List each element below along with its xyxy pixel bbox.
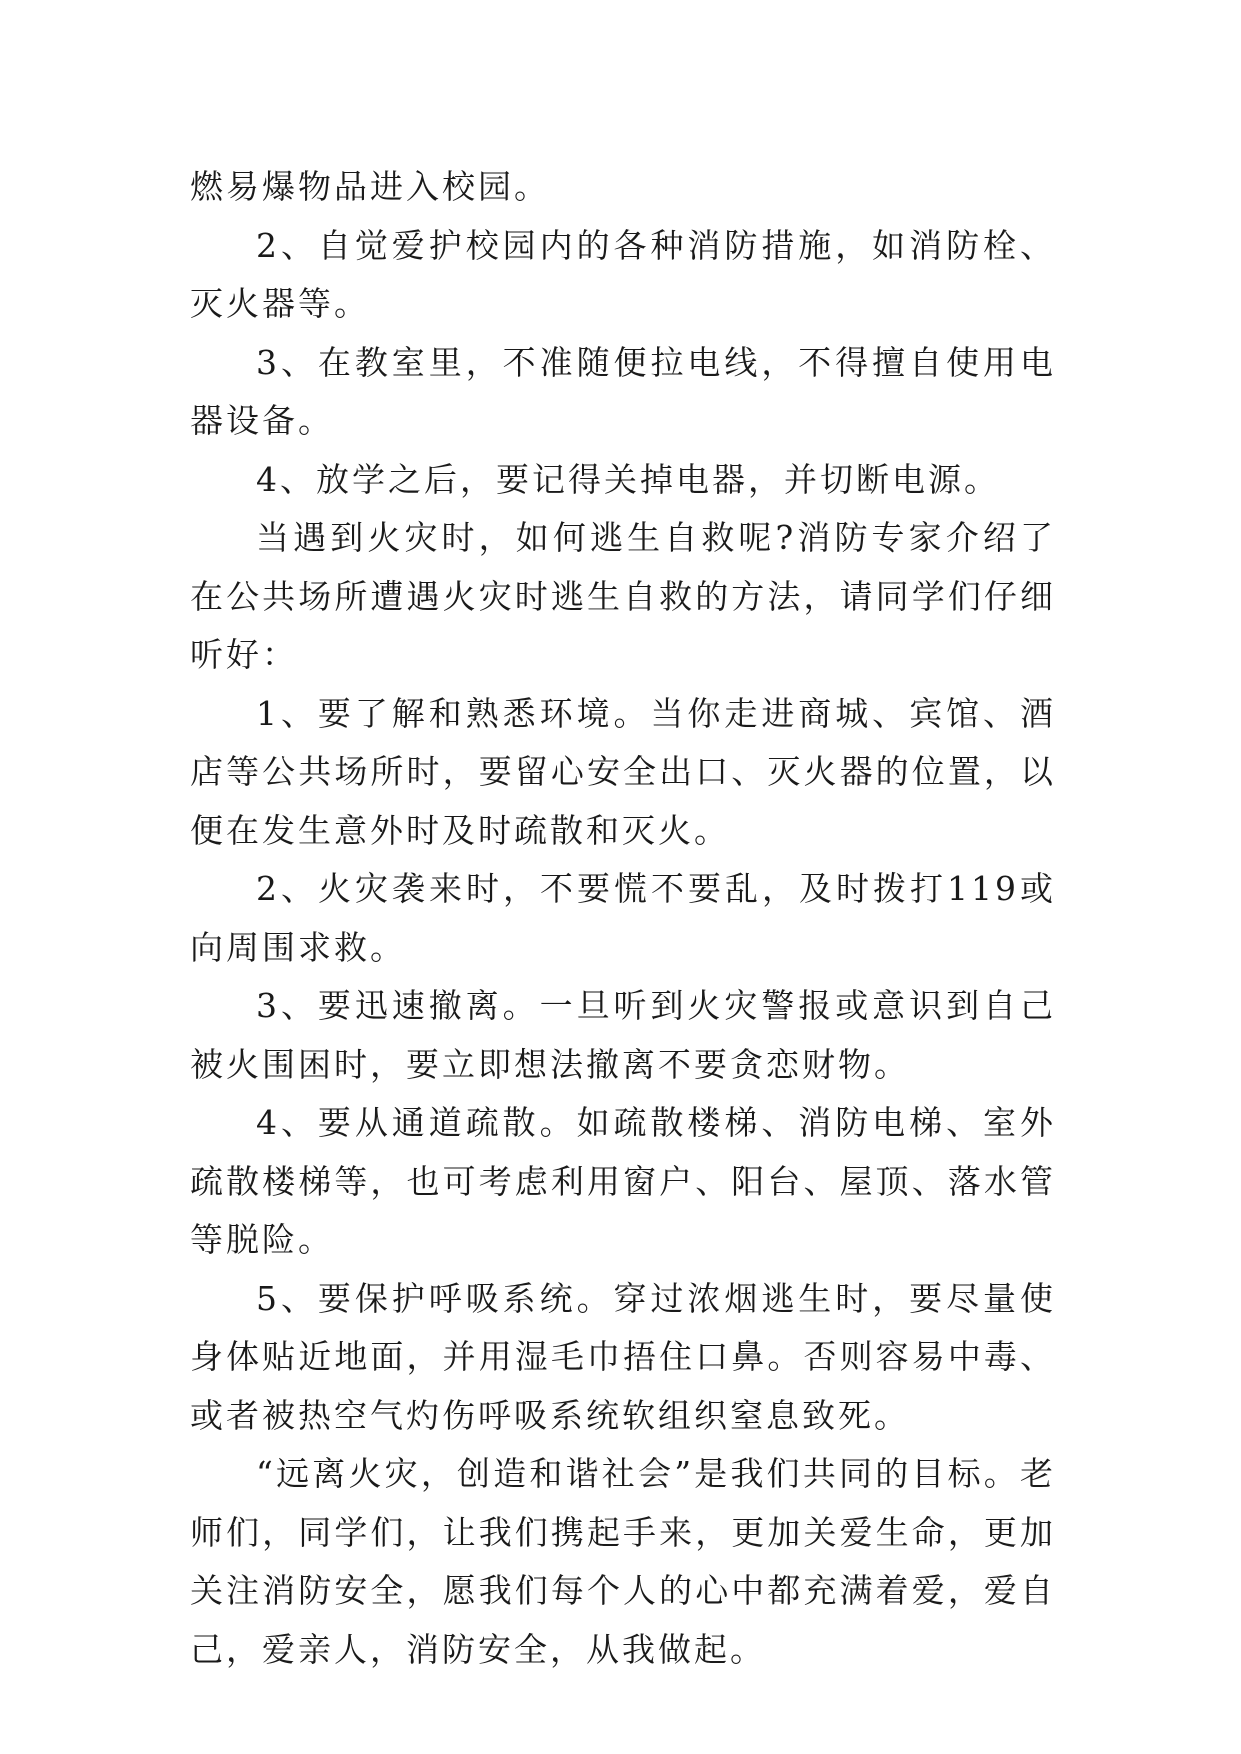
paragraph-escape-4: 4、要从通道疏散。如疏散楼梯、消防电梯、室外疏散楼梯等，也可考虑利用窗户、阳台、屋顶、落水管等脱险。	[190, 1103, 1056, 1259]
paragraph-rule-3: 3、在教室里，不准随便拉电线，不得擅自使用电器设备。	[190, 342, 1056, 440]
paragraph-rule-2: 2、自觉爱护校园内的各种消防措施，如消防栓、灭火器等。	[190, 225, 1056, 323]
paragraph-escape-2: 2、火灾袭来时，不要慌不要乱，及时拨打119或向周围求救。	[190, 869, 1056, 967]
paragraph-escape-5: 5、要保护呼吸系统。穿过浓烟逃生时，要尽量使身体贴近地面，并用湿毛巾捂住口鼻。否则容易中毒、或者被热空气灼伤呼吸系统软组织窒息致死。	[190, 1278, 1056, 1435]
paragraph-rule-4: 4、放学之后，要记得关掉电器，并切断电源。	[256, 459, 1000, 499]
paragraph-closing: “远离火灾，创造和谐社会”是我们共同的目标。老师们，同学们，让我们携起手来，更加关爱生命，更加关注消防安全，愿我们每个人的心中都充满着爱，爱自己，爱亲人，消防安全，从我做起。	[190, 1454, 1056, 1669]
paragraph-escape-3: 3、要迅速撤离。一旦听到火灾警报或意识到自己被火围困时，要立即想法撤离不要贪恋财物。	[190, 986, 1056, 1084]
paragraph-escape-intro: 当遇到火灾时，如何逃生自救呢?消防专家介绍了在公共场所遭遇火灾时逃生自救的方法，请同学们仔细听好：	[190, 518, 1056, 674]
paragraph-escape-1: 1、要了解和熟悉环境。当你走进商城、宾馆、酒店等公共场所时，要留心安全出口、灭火器的位置，以便在发生意外时及时疏散和灭火。	[190, 693, 1056, 850]
document-body	[190, 158, 1056, 1679]
paragraph-continuation: 燃易爆物品进入校园。	[190, 167, 550, 206]
